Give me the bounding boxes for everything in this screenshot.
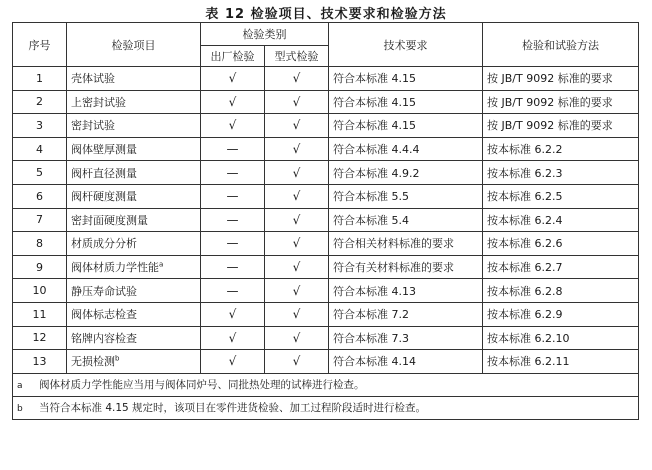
row-no: 4 [13, 137, 67, 161]
row-method: 按本标准 6.2.9 [483, 302, 639, 326]
row-factory-mark: √ [201, 302, 265, 326]
row-item: 无损检测$^b$ [67, 350, 201, 374]
row-factory-mark: — [201, 279, 265, 303]
table-row [13, 326, 639, 350]
row-item: 阀体壁厚测量 [67, 137, 201, 161]
table-row [13, 114, 639, 138]
row-no: 10 [13, 279, 67, 303]
header-no: 序号 [13, 23, 67, 67]
row-type-mark: √ [265, 208, 329, 232]
row-method: 按 JB/T 9092 标准的要求 [483, 114, 639, 138]
row-item: 阀杆直径测量 [67, 161, 201, 185]
row-method: 按本标准 6.2.7 [483, 255, 639, 279]
row-requirement: 符合本标准 4.14 [329, 350, 483, 374]
row-requirement: 符合有关材料标准的要求 [329, 255, 483, 279]
row-item: 阀体标志检查 [67, 302, 201, 326]
row-type-mark: √ [265, 232, 329, 256]
table-row [13, 161, 639, 185]
footnote-row [13, 373, 639, 396]
row-method: 按本标准 6.2.6 [483, 232, 639, 256]
row-type-mark: √ [265, 161, 329, 185]
row-item: 静压寿命试验 [67, 279, 201, 303]
row-type-mark: √ [265, 90, 329, 114]
row-no: 3 [13, 114, 67, 138]
row-item: 壳体试验 [67, 67, 201, 91]
row-type-mark: √ [265, 67, 329, 91]
header-category: 检验类别 [201, 23, 329, 46]
row-requirement: 符合相关材料标准的要求 [329, 232, 483, 256]
footnote-b: b 当符合本标准 4.15 规定时，该项目在零件进货检验、加工过程阶段适时进行检查。 [13, 396, 639, 419]
row-method: 按本标准 6.2.8 [483, 279, 639, 303]
row-no: 8 [13, 232, 67, 256]
row-type-mark: √ [265, 114, 329, 138]
row-no: 2 [13, 90, 67, 114]
row-type-mark: √ [265, 184, 329, 208]
row-factory-mark: — [201, 255, 265, 279]
row-requirement: 符合本标准 4.15 [329, 67, 483, 91]
table-row [13, 302, 639, 326]
table-row [13, 67, 639, 91]
table-row [13, 279, 639, 303]
row-requirement: 符合本标准 4.13 [329, 279, 483, 303]
table-row [13, 350, 639, 374]
row-factory-mark: — [201, 184, 265, 208]
row-item: 材质成分分析 [67, 232, 201, 256]
footnote-row [13, 396, 639, 419]
row-item: 上密封试验 [67, 90, 201, 114]
row-no: 12 [13, 326, 67, 350]
row-factory-mark: — [201, 137, 265, 161]
table-row [13, 255, 639, 279]
row-method: 按本标准 6.2.10 [483, 326, 639, 350]
row-type-mark: √ [265, 326, 329, 350]
row-factory-mark: √ [201, 114, 265, 138]
row-factory-mark: √ [201, 326, 265, 350]
row-no: 6 [13, 184, 67, 208]
row-item: 阀体材质力学性能$^a$ [67, 255, 201, 279]
row-type-mark: √ [265, 350, 329, 374]
table-row [13, 90, 639, 114]
footnote-a: a 阀体材质力学性能应当用与阀体同炉号、同批热处理的试棒进行检查。 [13, 373, 639, 396]
table-body [13, 67, 639, 420]
row-no: 5 [13, 161, 67, 185]
row-method: 按本标准 6.2.5 [483, 184, 639, 208]
row-requirement: 符合本标准 7.3 [329, 326, 483, 350]
header-requirement: 技术要求 [329, 23, 483, 67]
header-type-inspection: 型式检验 [265, 46, 329, 67]
row-no: 11 [13, 302, 67, 326]
row-factory-mark: — [201, 161, 265, 185]
row-item: 阀杆硬度测量 [67, 184, 201, 208]
row-type-mark: √ [265, 255, 329, 279]
row-no: 9 [13, 255, 67, 279]
row-requirement: 符合本标准 4.9.2 [329, 161, 483, 185]
row-factory-mark: √ [201, 350, 265, 374]
row-requirement: 符合本标准 4.15 [329, 90, 483, 114]
row-factory-mark: — [201, 232, 265, 256]
row-item: 铭牌内容检查 [67, 326, 201, 350]
table-title: 表 12 检验项目、技术要求和检验方法 [205, 7, 447, 22]
inspection-table [12, 22, 639, 420]
header-method: 检验和试验方法 [483, 23, 639, 67]
table-row [13, 208, 639, 232]
row-item: 密封面硬度测量 [67, 208, 201, 232]
row-requirement: 符合本标准 4.15 [329, 114, 483, 138]
header-item: 检验项目 [67, 23, 201, 67]
row-method: 按本标准 6.2.4 [483, 208, 639, 232]
row-factory-mark: √ [201, 90, 265, 114]
row-no: 1 [13, 67, 67, 91]
row-type-mark: √ [265, 302, 329, 326]
table-row [13, 184, 639, 208]
table-row [13, 232, 639, 256]
table-row [13, 137, 639, 161]
row-method: 按本标准 6.2.2 [483, 137, 639, 161]
row-method: 按 JB/T 9092 标准的要求 [483, 67, 639, 91]
row-method: 按本标准 6.2.3 [483, 161, 639, 185]
row-type-mark: √ [265, 279, 329, 303]
row-requirement: 符合本标准 4.4.4 [329, 137, 483, 161]
row-item: 密封试验 [67, 114, 201, 138]
row-type-mark: √ [265, 137, 329, 161]
row-no: 13 [13, 350, 67, 374]
row-no: 7 [13, 208, 67, 232]
row-factory-mark: √ [201, 67, 265, 91]
row-requirement: 符合本标准 5.4 [329, 208, 483, 232]
row-requirement: 符合本标准 7.2 [329, 302, 483, 326]
header-factory-inspection: 出厂检验 [201, 46, 265, 67]
row-requirement: 符合本标准 5.5 [329, 184, 483, 208]
row-method: 按本标准 6.2.11 [483, 350, 639, 374]
row-method: 按 JB/T 9092 标准的要求 [483, 90, 639, 114]
row-factory-mark: — [201, 208, 265, 232]
